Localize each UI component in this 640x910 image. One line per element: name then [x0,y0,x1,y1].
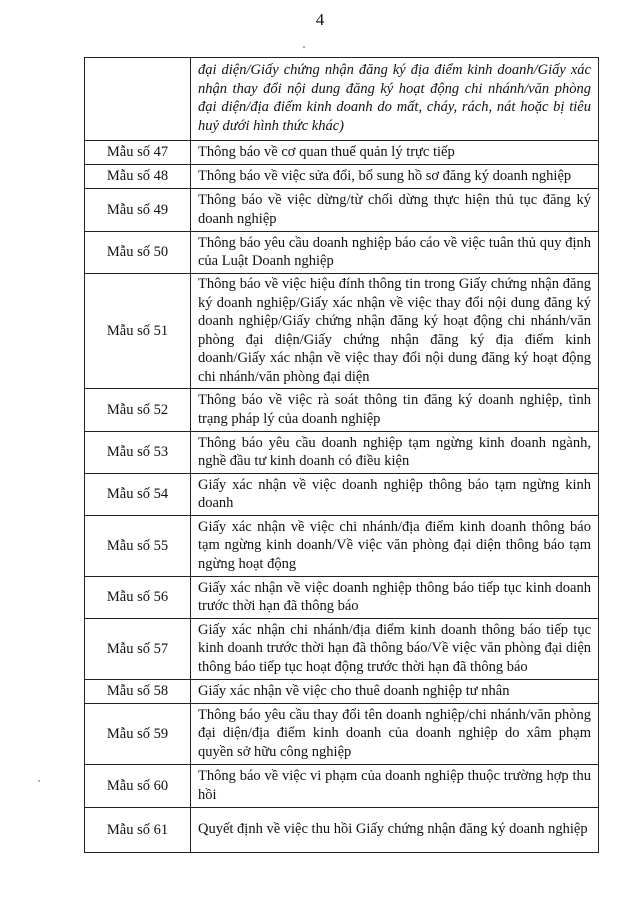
form-description: Thông báo yêu cầu doanh nghiệp tạm ngừng kinh doanh ngành, nghề đầu tư kinh doanh có điều kiện [191,432,599,474]
form-description: Thông báo về việc dừng/từ chối dừng thực hiện thủ tục đăng ký doanh nghiệp [191,189,599,232]
form-code: Mẫu số 59 [85,704,191,765]
form-code: Mẫu số 61 [85,808,191,853]
form-code: Mẫu số 47 [85,141,191,165]
table-row [85,141,599,165]
page-number: 4 [315,10,325,29]
table-row [85,808,599,853]
scan-speck [38,780,40,782]
table-row [85,680,599,704]
form-description: Giấy xác nhận chi nhánh/địa điểm kinh doanh thông báo tiếp tục kinh doanh trước thời hạn đã thông báo/Về việc văn phòng đại diện thông báo tiếp tục hoạt động trước thời hạn đã thông báo [191,619,599,680]
form-code: Mẫu số 51 [85,274,191,389]
form-description: Thông báo về cơ quan thuế quản lý trực tiếp [191,141,599,165]
table-row [85,165,599,189]
table-row [85,432,599,474]
table-row [85,474,599,516]
code-cell-empty [85,58,191,141]
form-description: Thông báo về việc vi phạm của doanh nghiệp thuộc trường hợp thu hồi [191,765,599,808]
form-description: Thông báo yêu cầu thay đổi tên doanh nghiệp/chi nhánh/văn phòng đại diện/địa điểm kinh doanh của doanh nghiệp do xâm phạm quyền sở hữu công nghiệp [191,704,599,765]
form-description: Thông báo yêu cầu doanh nghiệp báo cáo về việc tuân thủ quy định của Luật Doanh nghiệp [191,232,599,274]
table-row-continued [85,58,599,141]
form-code: Mẫu số 57 [85,619,191,680]
form-code: Mẫu số 58 [85,680,191,704]
form-code: Mẫu số 60 [85,765,191,808]
table-row [85,189,599,232]
form-description: Giấy xác nhận về việc cho thuê doanh nghiệp tư nhân [191,680,599,704]
forms-table [84,57,599,853]
table-row [85,389,599,432]
form-description: Thông báo về việc sửa đổi, bổ sung hồ sơ đăng ký doanh nghiệp [191,165,599,189]
table-row [85,704,599,765]
form-code: Mẫu số 50 [85,232,191,274]
form-description: Giấy xác nhận về việc doanh nghiệp thông báo tiếp tục kinh doanh trước thời hạn đã thông báo [191,577,599,619]
table-row [85,619,599,680]
form-description: Thông báo về việc hiệu đính thông tin trong Giấy chứng nhận đăng ký doanh nghiệp/Giấy xác nhận về việc thay đổi nội dung đăng ký doanh nghiệp/Giấy chứng nhận đăng ký hoạt động chi nhánh/văn phòng đại diện/Giấy chứng nhận đăng ký địa điểm kinh doanh/Giấy xác nhận về việc thay đổi nội dung đăng ký hoạt động chi nhánh/văn phòng đại diện [191,274,599,389]
form-description: Quyết định về việc thu hồi Giấy chứng nhận đăng ký doanh nghiệp [191,808,599,853]
table-row [85,274,599,389]
form-code: Mẫu số 49 [85,189,191,232]
form-description: Thông báo về việc rà soát thông tin đăng ký doanh nghiệp, tình trạng pháp lý của doanh nghiệp [191,389,599,432]
form-code: Mẫu số 56 [85,577,191,619]
form-code: Mẫu số 53 [85,432,191,474]
table-row [85,232,599,274]
form-code: Mẫu số 52 [85,389,191,432]
form-description: Giấy xác nhận về việc chi nhánh/địa điểm kinh doanh thông báo tạm ngừng kinh doanh/Về việc văn phòng đại diện thông báo tạm ngừng hoạt động [191,516,599,577]
table-row [85,765,599,808]
form-code: Mẫu số 54 [85,474,191,516]
form-code: Mẫu số 55 [85,516,191,577]
forms-table-body [85,58,599,853]
form-description: Giấy xác nhận về việc doanh nghiệp thông báo tạm ngừng kinh doanh [191,474,599,516]
table-row [85,577,599,619]
scan-speck [303,46,305,48]
continued-description: đại diện/Giấy chứng nhận đăng ký địa điểm kinh doanh/Giấy xác nhận thay đổi nội dung đăng ký hoạt động chi nhánh/văn phòng đại diện/địa điểm kinh doanh do mất, cháy, rách, nát hoặc bị tiêu huỷ dưới hình thức khác) [191,58,599,141]
table-row [85,516,599,577]
form-code: Mẫu số 48 [85,165,191,189]
